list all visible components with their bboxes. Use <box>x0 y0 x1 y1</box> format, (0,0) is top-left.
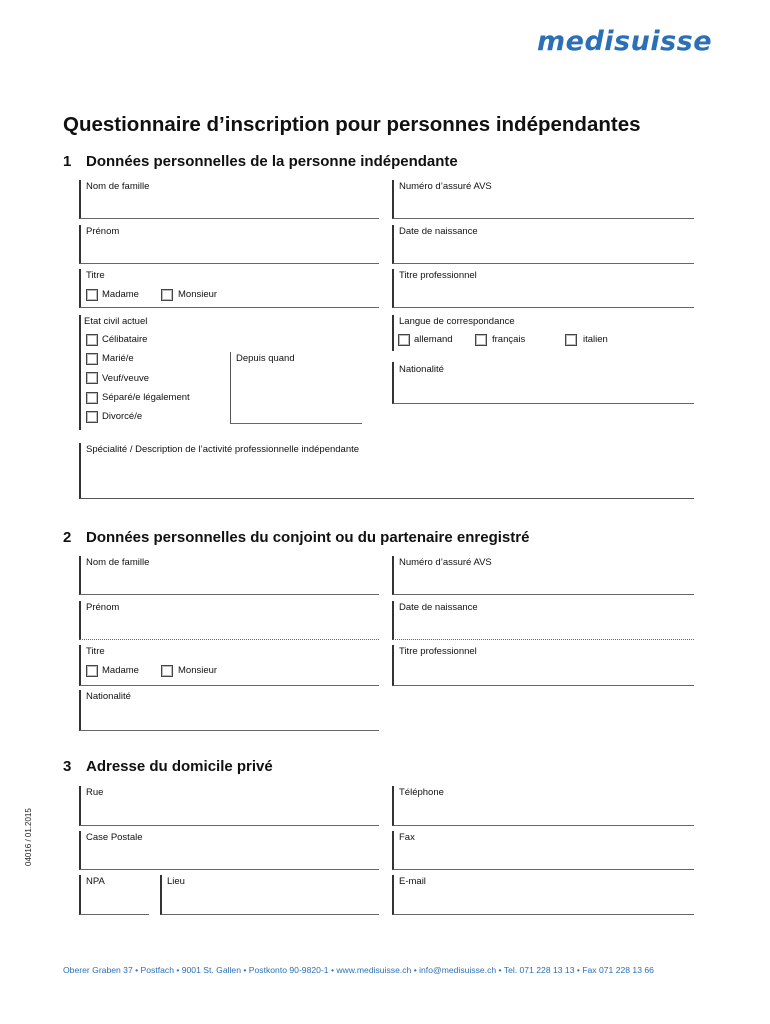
field-label: Langue de correspondance <box>399 316 515 327</box>
field-label: Case Postale <box>86 832 143 843</box>
checkbox-veuf[interactable] <box>86 372 98 384</box>
field-conjoint-numero-avs[interactable] <box>392 556 694 595</box>
section-2-number: 2 <box>63 529 72 546</box>
field-date-naissance[interactable] <box>392 225 694 264</box>
document-title: Questionnaire d’inscription pour personnes indépendantes <box>63 113 641 136</box>
field-titre-professionnel[interactable] <box>392 269 694 308</box>
field-langue-correspondance <box>392 315 694 351</box>
field-label: Depuis quand <box>236 353 295 364</box>
checkbox-madame[interactable] <box>86 289 98 301</box>
checkbox-label-veuf: Veuf/veuve <box>102 373 150 384</box>
field-telephone[interactable] <box>392 786 694 826</box>
field-email[interactable] <box>392 875 694 915</box>
checkbox-separe[interactable] <box>86 392 98 404</box>
field-depuis-quand[interactable] <box>230 352 362 424</box>
checkbox-label-divorce: Divorcé/e <box>102 411 143 422</box>
field-label: Date de naissance <box>399 226 478 237</box>
etat-civil-label: Etat civil actuel <box>84 316 148 327</box>
checkbox-label-celibataire: Célibataire <box>102 334 148 345</box>
field-label: Titre professionnel <box>399 270 477 281</box>
checkbox-conjoint-monsieur[interactable] <box>161 665 173 677</box>
field-label: Prénom <box>86 226 120 237</box>
checkbox-label-separe: Séparé/e légalement <box>102 392 190 403</box>
field-label: Nom de famille <box>86 557 150 568</box>
field-prenom[interactable] <box>79 225 379 264</box>
field-numero-avs[interactable] <box>392 180 694 219</box>
field-label: Fax <box>399 832 415 843</box>
checkbox-monsieur[interactable] <box>161 289 173 301</box>
field-label: Lieu <box>167 876 185 887</box>
checkbox-label-marie: Marié/e <box>102 353 134 364</box>
field-conjoint-nationalite[interactable] <box>79 690 379 731</box>
field-label: E-mail <box>399 876 426 887</box>
medisuisse-logo: medisuisse <box>537 26 713 57</box>
section-1-title: Données personnelles de la personne indépendante <box>86 153 458 170</box>
field-label: Titre <box>86 270 105 281</box>
field-label: Numéro d’assuré AVS <box>399 557 492 568</box>
checkbox-allemand[interactable] <box>398 334 410 346</box>
checkbox-label-monsieur: Monsieur <box>178 289 218 300</box>
form-code: 04016 / 01.2015 <box>24 808 33 866</box>
field-nationalite[interactable] <box>392 362 694 404</box>
field-case-postale[interactable] <box>79 831 379 870</box>
checkbox-marie[interactable] <box>86 353 98 365</box>
field-conjoint-prenom[interactable] <box>79 601 379 640</box>
field-npa[interactable] <box>79 875 149 915</box>
section-3-title: Adresse du domicile privé <box>86 758 273 775</box>
field-conjoint-nom-famille[interactable] <box>79 556 379 595</box>
field-label: Titre <box>86 646 105 657</box>
field-conjoint-date-naissance[interactable] <box>392 601 694 640</box>
checkbox-label-allemand: allemand <box>414 334 453 345</box>
field-label: Spécialité / Description de l’activité professionnelle indépendante <box>86 444 360 455</box>
checkbox-italien[interactable] <box>565 334 577 346</box>
checkbox-divorce[interactable] <box>86 411 98 423</box>
field-label: Nom de famille <box>86 181 150 192</box>
field-label: Téléphone <box>399 787 444 798</box>
field-label: Rue <box>86 787 104 798</box>
field-label: Date de naissance <box>399 602 478 613</box>
field-label: Nationalité <box>86 691 131 702</box>
field-nom-famille[interactable] <box>79 180 379 219</box>
checkbox-label-madame: Madame <box>102 289 139 300</box>
field-label: Prénom <box>86 602 120 613</box>
checkbox-label-italien: italien <box>583 334 608 345</box>
checkbox-label-monsieur: Monsieur <box>178 665 218 676</box>
field-fax[interactable] <box>392 831 694 870</box>
field-label: Titre professionnel <box>399 646 477 657</box>
checkbox-francais[interactable] <box>475 334 487 346</box>
checkbox-conjoint-madame[interactable] <box>86 665 98 677</box>
checkbox-label-francais: français <box>492 334 526 345</box>
field-label: Numéro d’assuré AVS <box>399 181 492 192</box>
etat-civil-border <box>79 315 81 430</box>
field-rue[interactable] <box>79 786 379 826</box>
section-2-title: Données personnelles du conjoint ou du partenaire enregistré <box>86 529 530 546</box>
section-3-number: 3 <box>63 758 72 775</box>
field-specialite[interactable] <box>79 443 694 499</box>
section-1-number: 1 <box>63 153 72 170</box>
checkbox-celibataire[interactable] <box>86 334 98 346</box>
field-label: NPA <box>86 876 105 887</box>
checkbox-label-madame: Madame <box>102 665 139 676</box>
field-label: Nationalité <box>399 364 444 375</box>
footer-contact: Oberer Graben 37 • Postfach • 9001 St. Gallen • Postkonto 90-9820-1 • www.medisuisse.ch • info@medisuisse.ch • Tel. 071 228 13 13 • Fax 071 228 13 66 <box>63 965 654 975</box>
field-lieu[interactable] <box>160 875 379 915</box>
field-conjoint-titre-professionnel[interactable] <box>392 645 694 686</box>
